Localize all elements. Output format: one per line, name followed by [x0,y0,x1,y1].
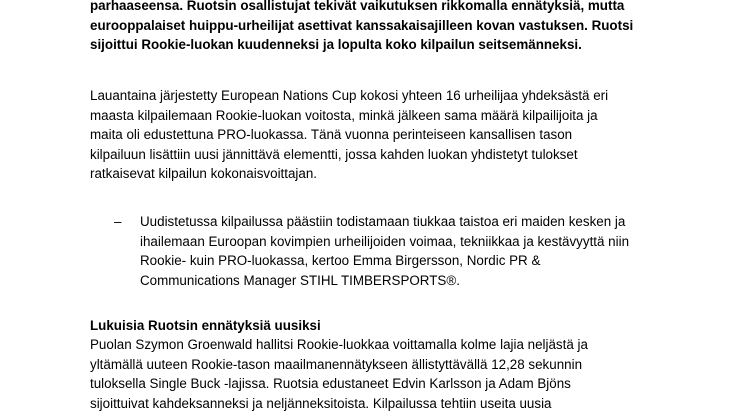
quote-line: Rookie- kuin PRO-luokassa, kertoo Emma Birgersson, Nordic PR & [140,253,541,269]
quote-line: ihailemaan Euroopan kovimpien urheilijoiden voimaa, tekniikkaa ja kestävyyttä niin [140,233,630,249]
bullet-dash: – [114,214,122,229]
section-line: Puolan Szymon Groenwald hallitsi Rookie-luokkaa voittamalla kolme lajia neljästä ja [90,337,588,352]
paragraph-line: Lauantaina järjestetty European Nations Cup kokosi yhteen 16 urheilijaa yhdeksästä eri [90,88,609,103]
section-line: sijoittuivat kahdeksanneksi ja neljänneksitoista. Kilpailussa tehtiin useita uusia [90,395,552,411]
paragraph-line: kilpailuun lisättiin uusi jännittävä elementti, jossa kahden luokan yhdistetyt tulokset [90,146,578,162]
lead-line: eurooppalaiset huippu-urheilijat asettivat kanssakaisajilleen kovan vastuksen. Ruotsi [90,17,634,33]
quote-line: Uudistetussa kilpailussa päästiin todistamaan tiukkaa taistoa eri maiden kesken ja [140,214,626,229]
paragraph-line: ratkaisevat kilpailun kokonaisvoittajan. [90,166,318,182]
lead-line: parhaaseensa. Ruotsin osallistujat tekivät vaikutuksen rikkomalla ennätyksiä, mutta [90,0,625,13]
quote-line: Communications Manager STIHL TIMBERSPORTS®. [140,272,460,288]
lead-line: sijoittui Rookie-luokan kuudenneksi ja lopulta koko kilpailun seitsemänneksi. [90,37,582,53]
quote-text [140,212,629,290]
paragraph-line: maasta kilpailemaan Rookie-luokan voitosta, minkä jälkeen sama määrä kilpailijoita ja [90,107,598,123]
section-heading: Lukuisia Ruotsin ennätyksiä uusiksi [90,318,321,333]
body-paragraph [90,86,608,184]
paragraph-line: maita oli edustettuna PRO-luokassa. Tänä vuonna perinteiseen kansallisen tason [90,127,573,143]
section-line: yltämällä uuteen Rookie-tason maailmanennätykseen ällistyttävällä 12,28 sekunnin [90,356,583,372]
section-paragraph [90,335,588,413]
section-line: tuloksella Single Buck -lajissa. Ruotsia edustaneet Edvin Karlsson ja Adam Bjöns [90,376,571,392]
lead-paragraph [90,0,633,55]
